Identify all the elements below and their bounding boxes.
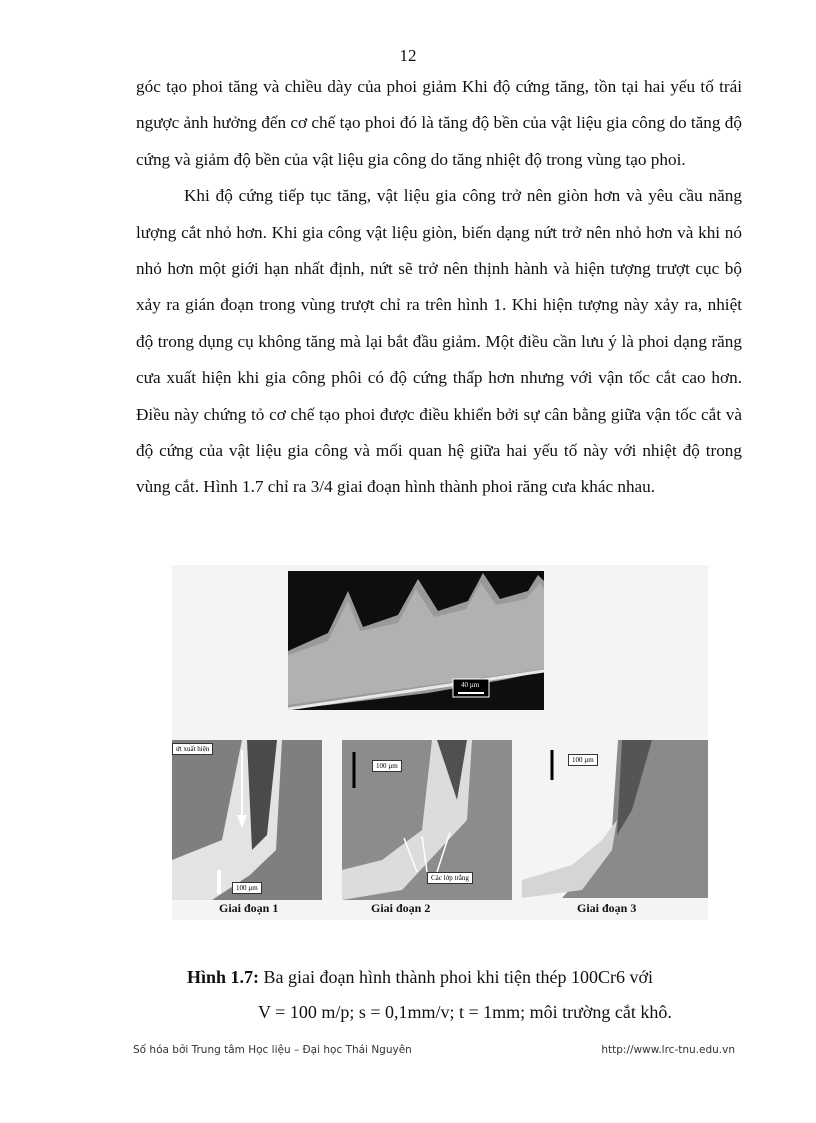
top-scale-label: 40 µm — [461, 681, 480, 689]
stage-3-scale: 100 µm — [568, 754, 598, 766]
stage-2-panel — [342, 740, 512, 900]
stage-1-note: ứt xuất hiện — [172, 743, 213, 755]
stage-1-scale: 100 µm — [232, 882, 262, 894]
page-footer — [133, 1044, 735, 1056]
stage-3-micrograph — [522, 740, 708, 898]
stage-1-label: Giai đoạn 1 — [219, 901, 279, 915]
stage-3-panel — [522, 740, 708, 898]
stage-1-panel — [172, 740, 322, 900]
paragraph-2: Khi độ cứng tiếp tục tăng, vật liệu gia công trở nên giòn hơn và yêu cầu năng lượng cắt nhỏ hơn. Khi gia công vật liệu giòn, biến dạng nứt trở nên nhỏ hơn và khi nó nhỏ hơn một giới hạn nhất định, nứt sẽ trở nên thịnh hành và hiện tượng trượt cục bộ xảy ra gián đoạn trong vùng trượt chỉ ra trên hình 1. Khi hiện tượng này xảy ra, nhiệt độ trong dụng cụ không tăng mà lại bắt đầu giảm. Một điều cần lưu ý là phoi dạng răng cưa xuất hiện khi gia công phôi có độ cứng thấp hơn nhưng với vận tốc cắt cao hơn. Điều này chứng tỏ cơ chế tạo phoi được điều khiển bởi sự cân bằng giữa vận tốc cắt và độ cứng của vật liệu gia công và mối quan hệ giữa hai yếu tố này với nhiệt độ trong vùng cắt. Hình 1.7 chỉ ra 3/4 giai đoạn hình thành phoi răng cưa khác nhau. — [136, 186, 742, 497]
figure-caption-line-1 — [187, 967, 653, 988]
figure-caption-label: Hình 1.7: — [187, 967, 260, 987]
stage-2-scale: 100 µm — [372, 760, 402, 772]
footer-url: http://www.lrc-tnu.edu.vn — [601, 1044, 735, 1056]
page-number: 12 — [399, 46, 417, 65]
figure-caption-line-2: V = 100 m/p; s = 0,1mm/v; t = 1mm; môi trường cắt khô. — [258, 1002, 672, 1022]
figure-1-7 — [172, 565, 708, 920]
stage-1-micrograph — [172, 740, 322, 900]
body-text — [136, 69, 742, 506]
sem-micrograph — [288, 571, 544, 710]
paragraph-1: góc tạo phoi tăng và chiều dày của phoi giảm Khi độ cứng tăng, tồn tại hai yếu tố trái ngược ảnh hưởng đến cơ chế tạo phoi đó là tăng độ bền của vật liệu gia công do tăng độ cứng và giảm độ bền của vật liệu gia công do tăng nhiệt độ trong vùng tạo phoi. — [136, 77, 742, 169]
stage-2-note: Các lớp trắng — [427, 872, 473, 884]
stage-3-label: Giai đoạn 3 — [577, 901, 637, 915]
stage-2-label: Giai đoạn 2 — [371, 901, 431, 915]
footer-source: Số hóa bởi Trung tâm Học liệu – Đại học Thái Nguyên — [133, 1044, 412, 1056]
figure-caption-text: Ba giai đoạn hình thành phoi khi tiện thép 100Cr6 với — [259, 967, 654, 987]
sawtooth-chip-image — [288, 571, 544, 710]
